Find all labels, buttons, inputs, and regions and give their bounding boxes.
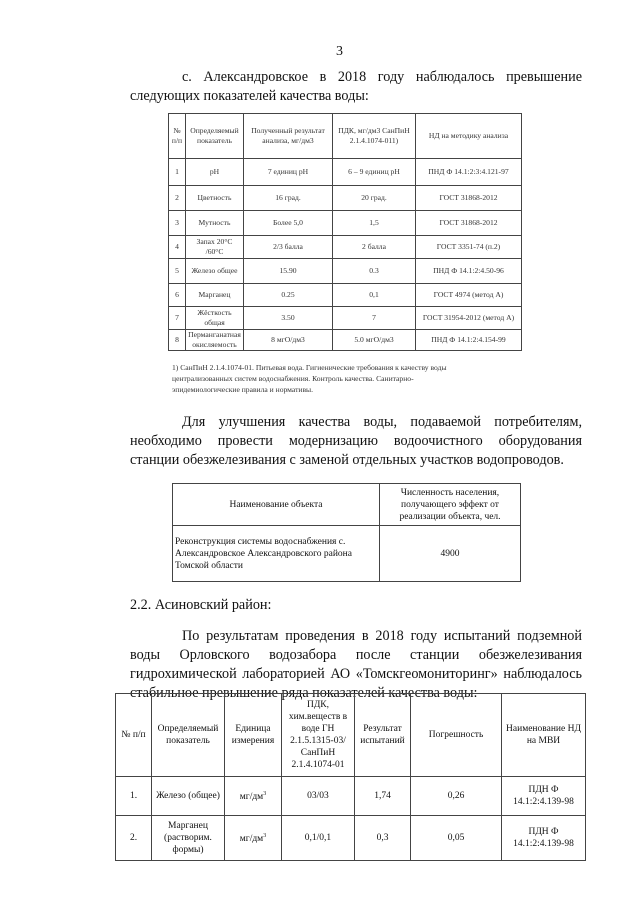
cell-text: Железо (общее) [156, 791, 220, 801]
table-cell: 16 град. [244, 186, 333, 211]
table-cell [116, 816, 152, 861]
header-cell: Наименование НД на МВИ [502, 694, 586, 777]
unit-superscript: 3 [263, 833, 267, 840]
table-row [169, 330, 522, 351]
table-cell [502, 816, 586, 861]
table-cell: 7 единиц pH [244, 159, 333, 186]
cell-text: 0,3 [376, 833, 389, 843]
table-cell: 8 [169, 330, 186, 351]
cell-text: ПДН Ф 14.1:2:4.139-98 [513, 827, 574, 849]
cell-text: 03/03 [307, 791, 329, 801]
cell-text: 0,1/0,1 [304, 833, 332, 843]
table-cell [355, 777, 411, 816]
table-row [169, 211, 522, 236]
table-cell: 0.3 [333, 259, 416, 284]
table-cell: Более 5,0 [244, 211, 333, 236]
header-cell: ПДК, хим.веществ в воде ГН 2.1.5.1315-03/СанПиН 2.1.4.1074-01 [282, 694, 355, 777]
header-cell: Наименование объекта [173, 484, 380, 526]
table-cell: ГОСТ 31868-2012 [416, 211, 522, 236]
cell-text: Марганец (растворим. формы) [164, 821, 212, 855]
table-cell: 2/3 балла [244, 236, 333, 259]
table-cell: 15.90 [244, 259, 333, 284]
table-cell: 5.0 мгО/дм3 [333, 330, 416, 351]
table-cell [411, 816, 502, 861]
table-cell [116, 777, 152, 816]
table-cell: 7 [169, 307, 186, 330]
cell-text: мг/дм [239, 834, 264, 845]
water-quality-table-2 [115, 693, 586, 861]
cell-text: 1. [129, 791, 138, 801]
cell-text: ПДН Ф 14.1:2:4.139-98 [513, 785, 574, 807]
cell-text: мг/дм [239, 792, 264, 803]
table-cell: ПНД Ф 14.1:2:4.154-99 [416, 330, 522, 351]
table-cell [502, 777, 586, 816]
table-cell: 6 – 9 единиц pH [333, 159, 416, 186]
table-cell: ГОСТ 4974 (метод А) [416, 284, 522, 307]
header-cell: Погрешность [411, 694, 502, 777]
table-cell: Цветность [186, 186, 244, 211]
table-cell: 0.25 [244, 284, 333, 307]
table-row [169, 284, 522, 307]
table-cell: Реконструкция системы водоснабжения с. Александровское Александровского района Томской области [173, 526, 380, 582]
table-cell: 2 балла [333, 236, 416, 259]
table-cell: 4900 [380, 526, 521, 582]
cell-text: 0,26 [447, 791, 465, 801]
table-cell: Жёсткость общая [186, 307, 244, 330]
table-row [169, 186, 522, 211]
table-cell: 6 [169, 284, 186, 307]
header-cell: Результат испытаний [355, 694, 411, 777]
cell-text: 1,74 [374, 791, 391, 801]
table-cell: 1 [169, 159, 186, 186]
table-cell: 2 [169, 186, 186, 211]
table-cell: 4 [169, 236, 186, 259]
cell-text: 2. [129, 833, 138, 843]
project-table [172, 483, 521, 582]
table-row [169, 259, 522, 284]
table-cell: 20 град. [333, 186, 416, 211]
table-row [116, 816, 586, 861]
table-cell: Железо общее [186, 259, 244, 284]
header-cell: ПДК, мг/дм3 СанПиН 2.1.4.1074-011) [333, 114, 416, 159]
table-cell: ГОСТ 3351-74 (п.2) [416, 236, 522, 259]
table-row [169, 307, 522, 330]
page-number: 3 [336, 44, 343, 59]
paragraph: Для улучшения качества воды, подаваемой потребителям, необходимо провести модернизацию водоочистного оборудования станции обезжелезивания с заменой отдельных участков водопроводов. [130, 414, 582, 468]
table-cell: 7 [333, 307, 416, 330]
table-cell [152, 777, 225, 816]
table-cell: Перманганатная окисляемость [186, 330, 244, 351]
water-quality-table-1 [168, 113, 522, 351]
table-cell: Мутность [186, 211, 244, 236]
table-cell: 1,5 [333, 211, 416, 236]
cell-text: 0,05 [447, 833, 465, 843]
header-cell: № п/п [116, 694, 152, 777]
header-cell: Полученный результат анализа, мг/дм3 [244, 114, 333, 159]
section-heading: 2.2. Асиновский район: [130, 597, 272, 613]
table-cell: ГОСТ 31868-2012 [416, 186, 522, 211]
header-cell: Численность населения, получающего эффект от реализации объекта, чел. [380, 484, 521, 526]
header-cell: Определяемый показатель [152, 694, 225, 777]
table-row [169, 236, 522, 259]
table-row [116, 777, 586, 816]
header-cell: Определяемый показатель [186, 114, 244, 159]
table-cell [355, 816, 411, 861]
table-cell: 5 [169, 259, 186, 284]
table-cell: ПНД Ф 14.1:2:4.50-96 [416, 259, 522, 284]
table-cell: 8 мгО/дм3 [244, 330, 333, 351]
header-cell: № п/п [169, 114, 186, 159]
table-cell [282, 816, 355, 861]
table-cell [282, 777, 355, 816]
table-cell: 3 [169, 211, 186, 236]
table-cell: 3.50 [244, 307, 333, 330]
table-cell: ПНД Ф 14.1:2:3:4.121-97 [416, 159, 522, 186]
table-cell [411, 777, 502, 816]
table-cell [152, 816, 225, 861]
table-cell: ГОСТ 31954-2012 (метод А) [416, 307, 522, 330]
footnote: 1) СанПиН 2.1.4.1074-01. Питьевая вода. Гигиенические требования к качеству воды централизованных систем водоснабжения. Контроль качества. Санитарно-эпидемиологические правила и нормативы. [172, 363, 447, 394]
table-row [169, 159, 522, 186]
table-cell [225, 816, 282, 861]
unit-superscript: 3 [263, 791, 267, 798]
header-cell: Единица измерения [225, 694, 282, 777]
header-cell: НД на методику анализа [416, 114, 522, 159]
table-cell: pH [186, 159, 244, 186]
table-cell [225, 777, 282, 816]
paragraph: По результатам проведения в 2018 году испытаний подземной воды Орловского водозабора после станции обезжелезивания гидрохимической лабораторией АО «Томскгеомониторинг» наблюдалось стабильное превышение ряда показателей качества воды: [130, 628, 582, 701]
table-cell: 0,1 [333, 284, 416, 307]
paragraph: с. Александровское в 2018 году наблюдалось превышение следующих показателей качества воды: [130, 69, 582, 104]
table-cell: Марганец [186, 284, 244, 307]
table-cell: Запах 20°С /60°С [186, 236, 244, 259]
